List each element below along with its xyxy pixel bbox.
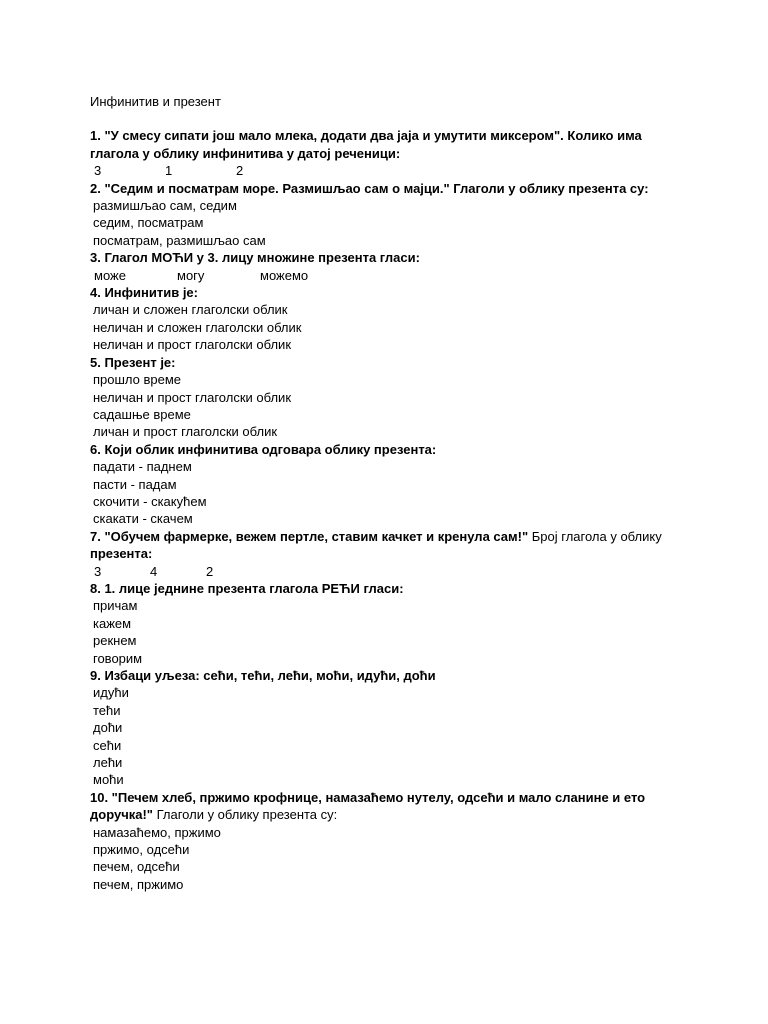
option[interactable]: тећи: [93, 702, 121, 718]
options-row: [90, 563, 690, 580]
option[interactable]: рекнем: [93, 633, 137, 649]
option[interactable]: 2: [236, 163, 244, 179]
option[interactable]: може: [94, 267, 126, 283]
option[interactable]: могу: [177, 267, 205, 283]
option[interactable]: лећи: [93, 755, 123, 771]
option[interactable]: 3: [94, 563, 102, 579]
option[interactable]: личан и сложен глаголски облик: [93, 302, 288, 318]
document: [90, 93, 690, 893]
option[interactable]: 2: [206, 563, 214, 579]
option[interactable]: посматрам, размишљао сам: [93, 232, 266, 248]
option[interactable]: неличан и прост глаголски облик: [93, 389, 292, 405]
question-text: 5. Презент је:: [90, 354, 176, 370]
option[interactable]: пасти - падам: [93, 476, 177, 492]
question-1: [90, 127, 690, 179]
question-text: 2. "Седим и посматрам море. Размишљао сам о мајци." Глаголи у облику презента су:: [90, 180, 649, 196]
question-text: 8. 1. лице једнине презента глагола РЕЋИ гласи:: [90, 580, 404, 596]
option[interactable]: пржимо, одсећи: [93, 842, 190, 858]
question-text: 9. Избаци уљеза: сећи, тећи, лећи, моћи, идући, доћи: [90, 668, 436, 683]
question-text-bold: 10. "Печем хлеб, пржимо крофнице, намазаћемо нутелу, одсећи и мало сланине и ето доручка!": [90, 789, 646, 823]
option[interactable]: личан и прост глаголски облик: [93, 424, 278, 440]
option[interactable]: садашње време: [93, 406, 191, 422]
question-text: [90, 528, 690, 563]
option[interactable]: 3: [94, 163, 102, 179]
option[interactable]: причам: [93, 598, 138, 614]
option[interactable]: скакати - скачем: [93, 511, 193, 527]
option[interactable]: печем, пржимо: [93, 876, 184, 892]
question-text-plain: Глаголи у облику презента су:: [152, 807, 338, 823]
question-text-plain: Број глагола у облику: [528, 528, 662, 544]
option[interactable]: падати - паднем: [93, 459, 192, 475]
question-text: 4. Инфинитив је:: [90, 285, 198, 301]
option[interactable]: неличан и сложен глаголски облик: [93, 319, 302, 335]
options-row: [90, 267, 690, 284]
option[interactable]: размишљао сам, седим: [93, 198, 237, 214]
option[interactable]: намазаћемо, пржимо: [93, 824, 221, 840]
options-row: [90, 162, 690, 179]
option[interactable]: говорим: [93, 650, 143, 666]
option[interactable]: кажем: [93, 615, 132, 631]
question-text: 6. Који облик инфинитива одговара облику презента:: [90, 441, 437, 457]
question-2: [90, 180, 690, 250]
question-text-bold: 7. "Обучем фармерке, вежем пертле, ставим качкет и кренула сам!": [90, 528, 529, 544]
option[interactable]: можемо: [260, 267, 309, 283]
question-5: [90, 354, 690, 441]
question-3: [90, 249, 690, 284]
option[interactable]: моћи: [93, 772, 124, 788]
question-8: [90, 580, 690, 667]
option[interactable]: сећи: [93, 737, 122, 753]
question-7: [90, 528, 690, 580]
option[interactable]: 4: [150, 563, 158, 579]
question-9: [90, 667, 690, 789]
question-text-bold-end: презента:: [90, 546, 153, 562]
option[interactable]: неличан и прост глаголски облик: [93, 337, 292, 353]
question-4: [90, 284, 690, 354]
question-6: [90, 441, 690, 528]
question-text: 1. "У смесу сипати још мало млека, додати два јаја и умутити миксером". Колико има глагола у облику инфинитива у датој реченици:: [90, 128, 642, 161]
option[interactable]: идући: [93, 685, 129, 701]
option[interactable]: доћи: [93, 720, 123, 736]
option[interactable]: скочити - скакућем: [93, 493, 207, 509]
option[interactable]: прошло време: [93, 372, 182, 388]
document-title: Инфинитив и презент: [90, 94, 221, 109]
option[interactable]: 1: [165, 163, 173, 179]
option[interactable]: печем, одсећи: [93, 859, 180, 875]
option[interactable]: седим, посматрам: [93, 215, 204, 231]
question-text: 3. Глагол МОЋИ у 3. лицу множине презента гласи:: [90, 250, 420, 266]
question-text: [90, 789, 690, 824]
question-10: [90, 789, 690, 893]
